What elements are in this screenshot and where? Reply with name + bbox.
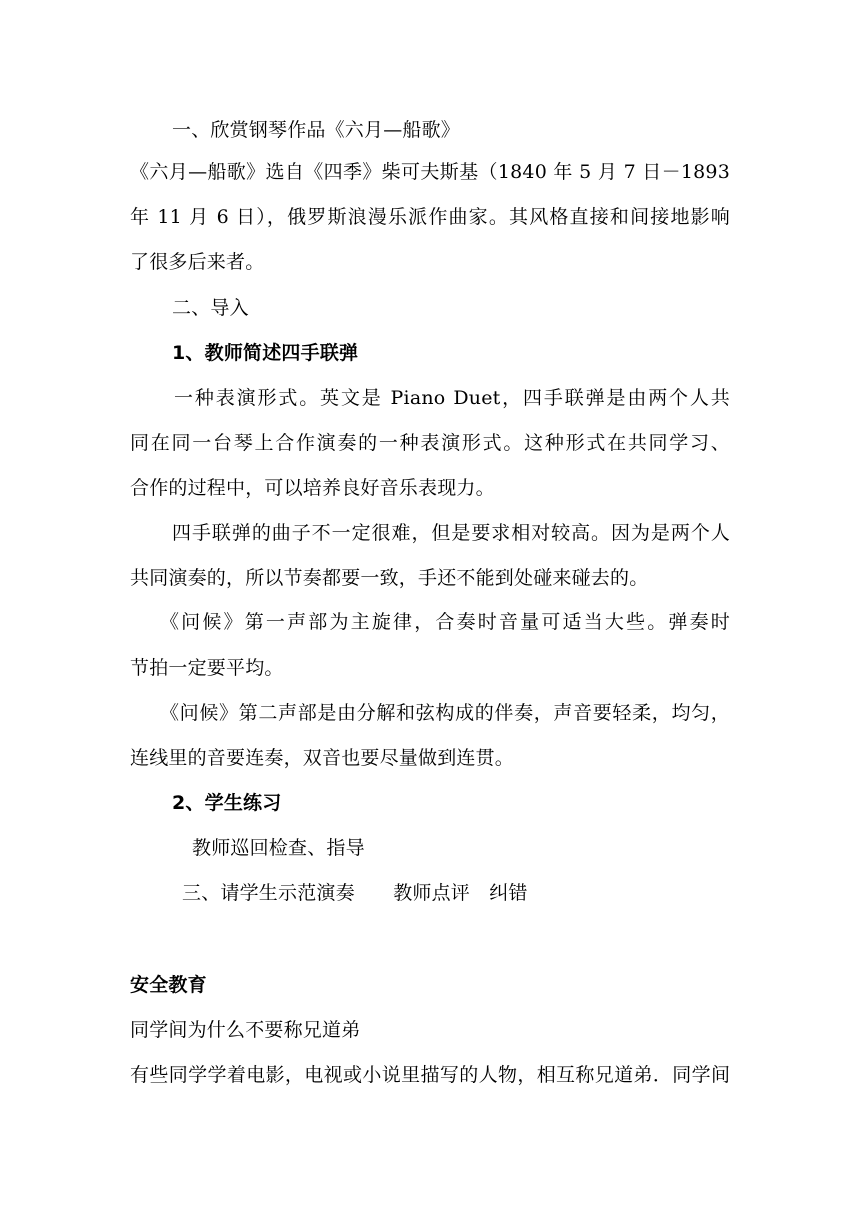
subsection1-heading: 1、教师简述四手联弹 [172,342,359,364]
subsection1-para3-line-1: 《问候》第一声部为主旋律，合奏时音量可适当大些。弹奏时 [160,611,730,633]
subsection1-para2-line-2: 共同演奏的，所以节奏都要一致，手还不能到处碰来碰去的。 [130,567,649,589]
section1-para-line-3: 了很多后来者。 [130,251,265,273]
safety-para-line-1: 有些同学学着电影，电视或小说里描写的人物，相互称兄道弟．同学间 [130,1064,730,1086]
section1-heading: 一、欣赏钢琴作品《六月—船歌》 [172,119,461,141]
subsection1-para1-line-2: 同在同一台琴上合作演奏的一种表演形式。这种形式在共同学习、 [130,432,730,454]
section1-para-line-1: 《六月—船歌》选自《四季》柴可夫斯基（1840 年 5 月 7 日－1893 [130,161,730,183]
subsection1-para1-line-1: 一种表演形式。英文是 Piano Duet，四手联弹是由两个人共 [174,387,730,409]
subsection2-heading: 2、学生练习 [172,792,282,814]
safety-heading: 安全教育 [130,974,207,996]
safety-subtitle: 同学间为什么不要称兄道弟 [130,1019,361,1041]
subsection2-text: 教师巡回检查、指导 [192,837,365,859]
section2-heading: 二、导入 [172,297,249,319]
section3-text: 三、请学生示范演奏 教师点评 纠错 [182,882,528,904]
subsection1-para4-line-2: 连线里的音要连奏，双音也要尽量做到连贯。 [130,747,515,769]
subsection1-para3-line-2: 节拍一定要平均。 [130,657,284,679]
subsection1-para1-line-3: 合作的过程中，可以培养良好音乐表现力。 [130,477,495,499]
subsection1-para4-line-1: 《问候》第二声部是由分解和弦构成的伴奏，声音要轻柔，均匀， [160,702,730,724]
section1-para-line-2: 年 11 月 6 日），俄罗斯浪漫乐派作曲家。其风格直接和间接地影响 [130,206,730,228]
subsection1-para2-line-1: 四手联弹的曲子不一定很难，但是要求相对较高。因为是两个人 [172,522,730,544]
